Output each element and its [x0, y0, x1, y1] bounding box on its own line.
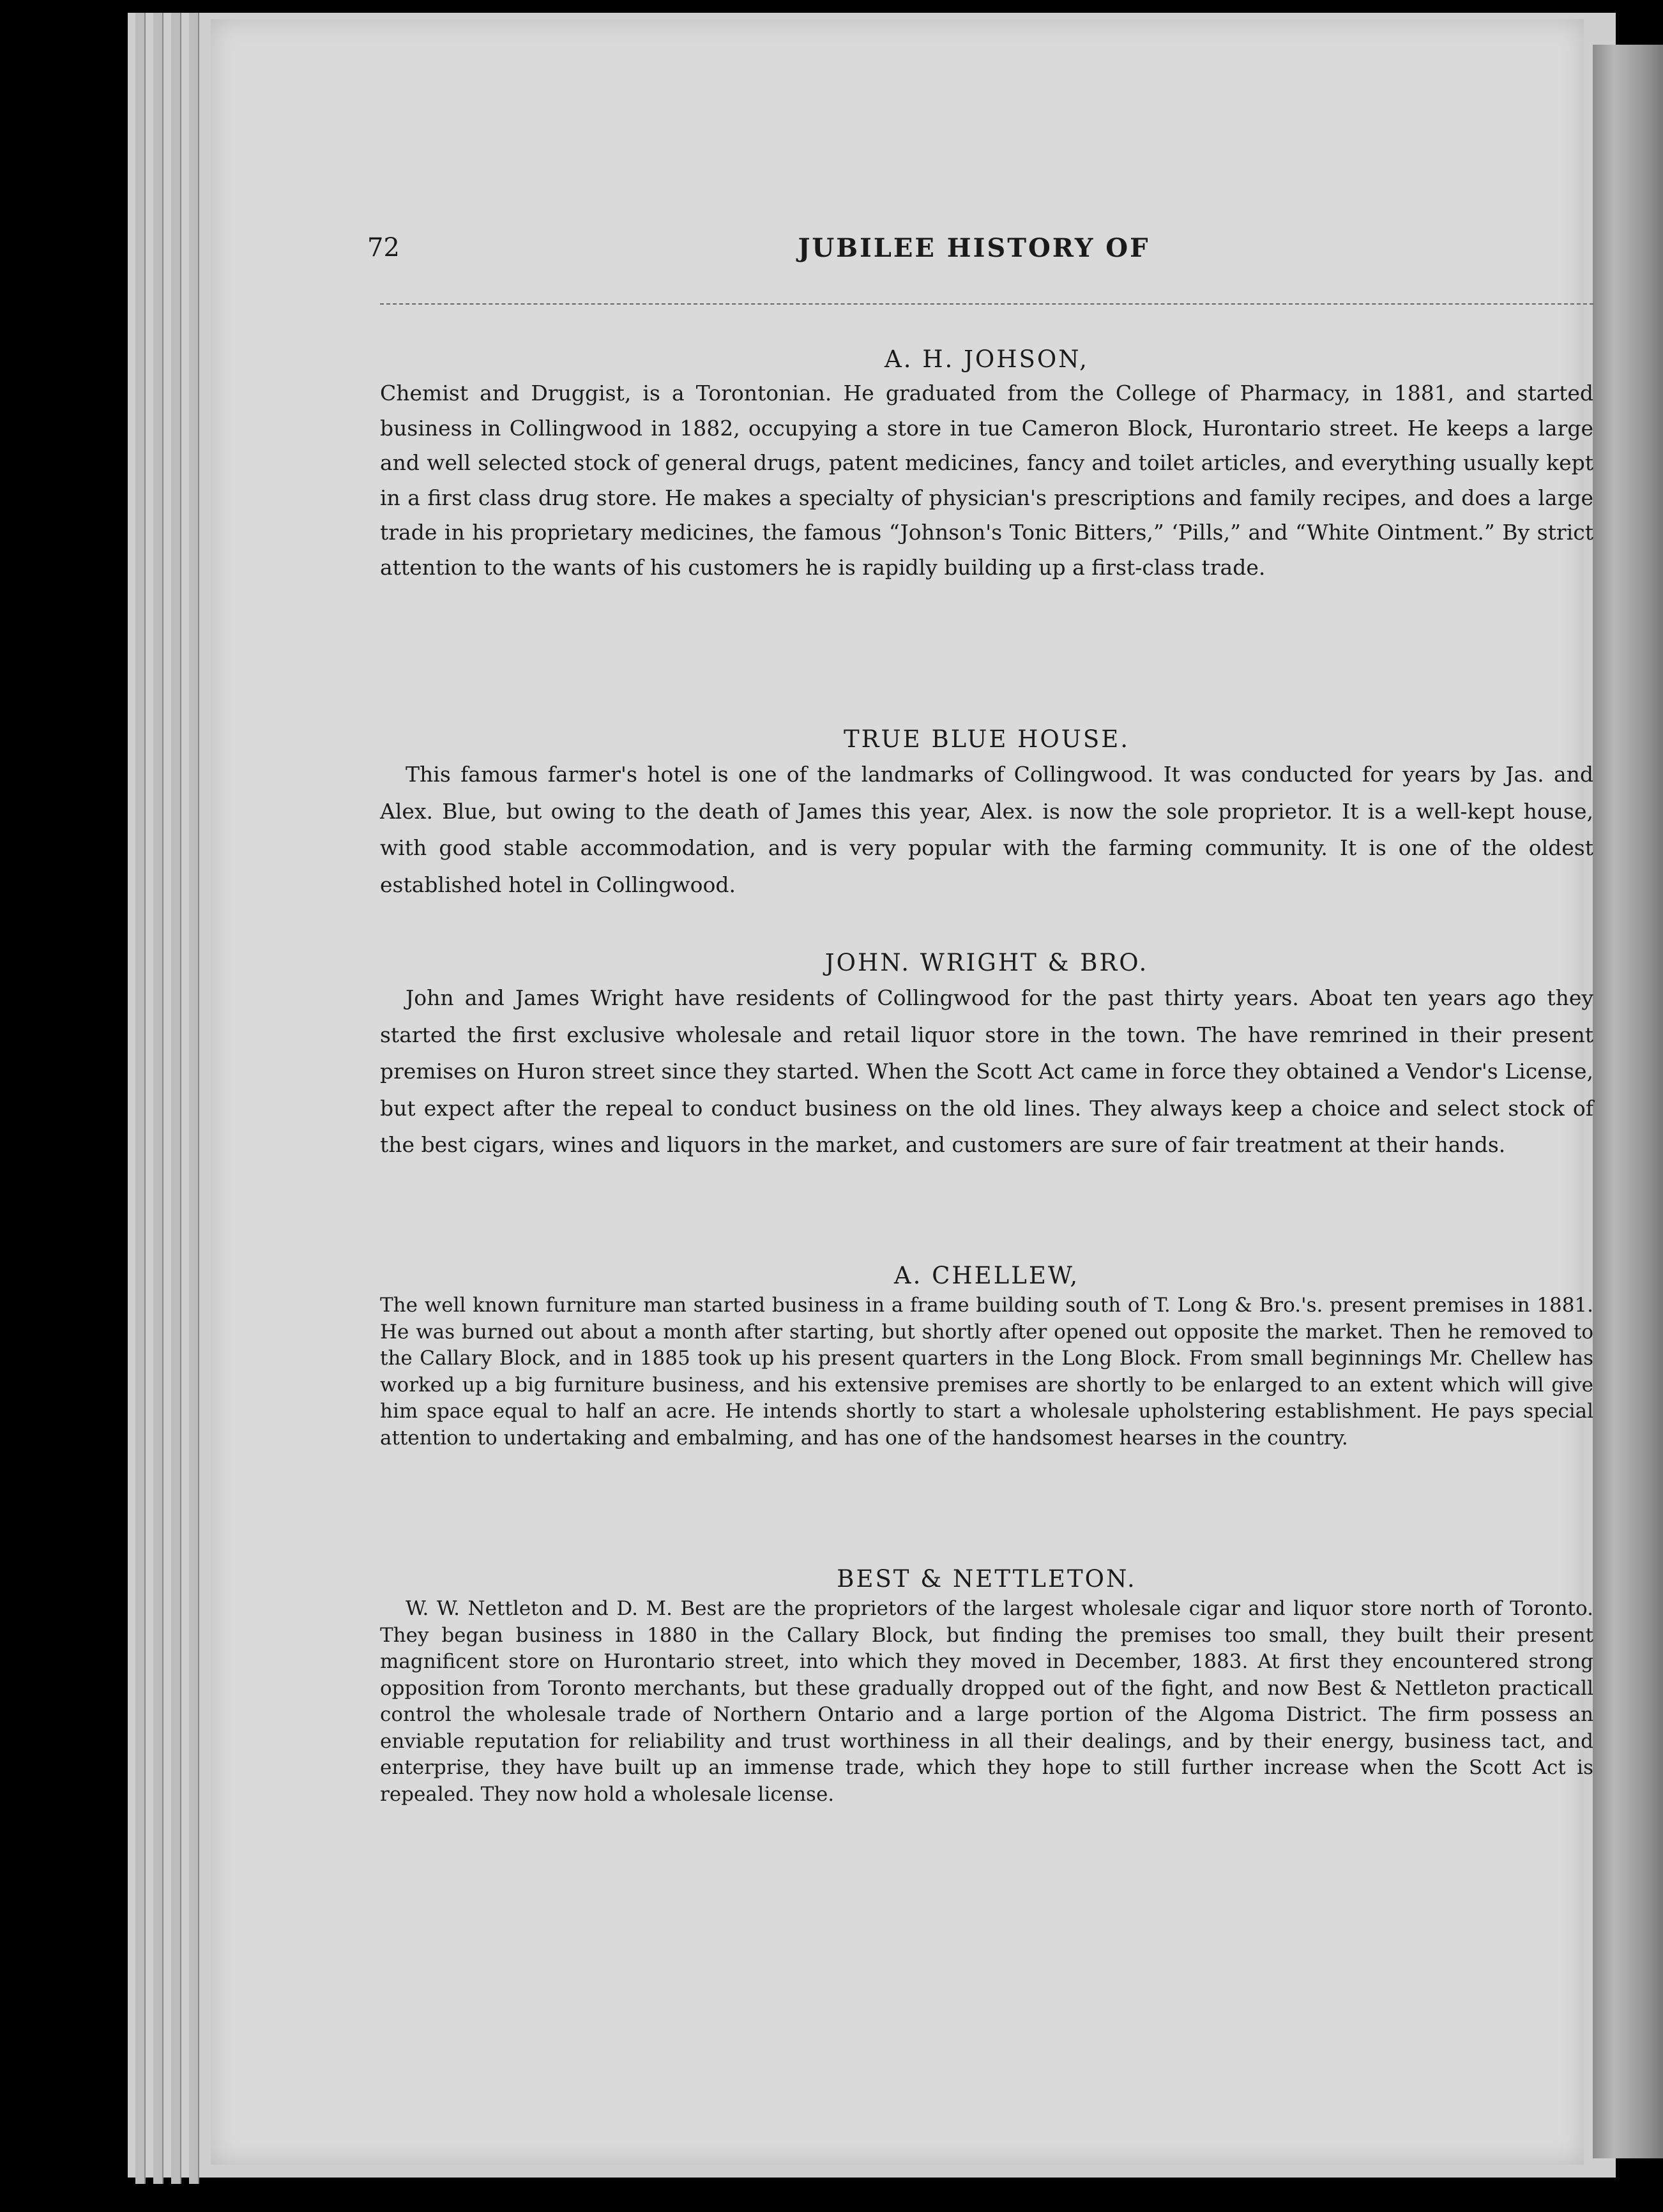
entry-paragraph: John and James Wright have residents of Collingwood for the past thirty years. Aboat ten years ago they started the first exclusive wholesale and retail liquor store in the town. The have remrined in their present premises on Huron street since they started. When the Scott Act came in force they obtained a Vendor's License, but expect after the repeal to conduct business on the old lines. They always keep a choice and select stock of the best cigars, wines and liquors in the market, and customers are sure of fair treatment at their hands.: [380, 985, 1593, 1157]
page-edge: [135, 13, 146, 2184]
entry-heading: A. CHELLEW,: [893, 1262, 1080, 1289]
page-edge: [189, 13, 199, 2184]
entry-johnson: [380, 342, 1593, 585]
entry-heading: TRUE BLUE HOUSE.: [843, 725, 1130, 753]
book-page: [211, 19, 1593, 2165]
page-number: 72: [367, 233, 400, 262]
header-rule: [380, 303, 1593, 305]
facing-page-edge: [1593, 45, 1663, 2158]
entry-chellew: [380, 1258, 1593, 1451]
entry-paragraph: This famous farmer's hotel is one of the landmarks of Collingwood. It was conducted for years by Jas. and Alex. Blue, but owing to the death of James this year, Alex. is now the sole proprietor. It is a well-kept house, with good stable accommodation, and is very popular with the farming community. It is one of the oldest established hotel in Collingwood.: [380, 762, 1593, 897]
entry-best-nettleton: [380, 1561, 1593, 1808]
entry-paragraph: The well known furniture man started business in a frame building south of T. Long & Bro.'s. present premises in 1881. He was burned out about a month after starting, but shortly after opened out opposite the market. Then he removed to the Callary Block, and in 1885 took up his present quarters in the Long Block. From small beginnings Mr. Chellew has worked up a big furniture business, and his extensive premises are shortly to be enlarged to an extent which will give him space equal to half an acre. He intends shortly to start a wholesale upholstering establishment. He pays special attention to undertaking and embalming, and has one of the handsomest hearses in the country.: [380, 1294, 1593, 1450]
entry-heading: BEST & NETTLETON.: [837, 1565, 1137, 1593]
entry-heading: A. H. JOHSON,: [885, 345, 1089, 373]
entry-paragraph: W. W. Nettleton and D. M. Best are the proprietors of the largest wholesale cigar and liquor store north of Toronto. They began business in 1880 in the Callary Block, but finding the premises too small, they built their present magnificent store on Hurontario street, into which they moved in December, 1883. At first they encountered strong opposition from Toronto merchants, but these gradually dropped out of the fight, and now Best & Nettleton practicall control the wholesale trade of Northern Ontario and a large portion of the Algoma District. The firm possess an enviable reputation for reliability and trust worthiness in all their dealings, and by their energy, business tact, and enterprise, they have built up an immense trade, which they hope to still further increase when the Scott Act is repealed. They now hold a wholesale license.: [380, 1597, 1593, 1806]
page-edge: [171, 13, 181, 2184]
entry-paragraph: Chemist and Druggist, is a Torontonian. He graduated from the College of Pharmacy, in 1881, and started business in Collingwood in 1882, occupying a store in tue Cameron Block, Hurontario street. He keeps a large and well selected stock of general drugs, patent medicines, fancy and toilet articles, and everything usually kept in a first class drug store. He makes a specialty of physician's prescriptions and family recipes, and does a large trade in his proprietary medicines, the famous “Johnson's Tonic Bitters,” ‘Pills,” and “White Ointment.” By strict attention to the wants of his customers he is rapidly building up a first-class trade.: [380, 381, 1593, 580]
entry-heading: JOHN. WRIGHT & BRO.: [824, 949, 1149, 976]
page-edge: [153, 13, 163, 2184]
running-head-title: JUBILEE HISTORY OF: [798, 233, 1150, 263]
entry-true-blue-house: [380, 722, 1593, 903]
entry-wright-bro: [380, 945, 1593, 1163]
